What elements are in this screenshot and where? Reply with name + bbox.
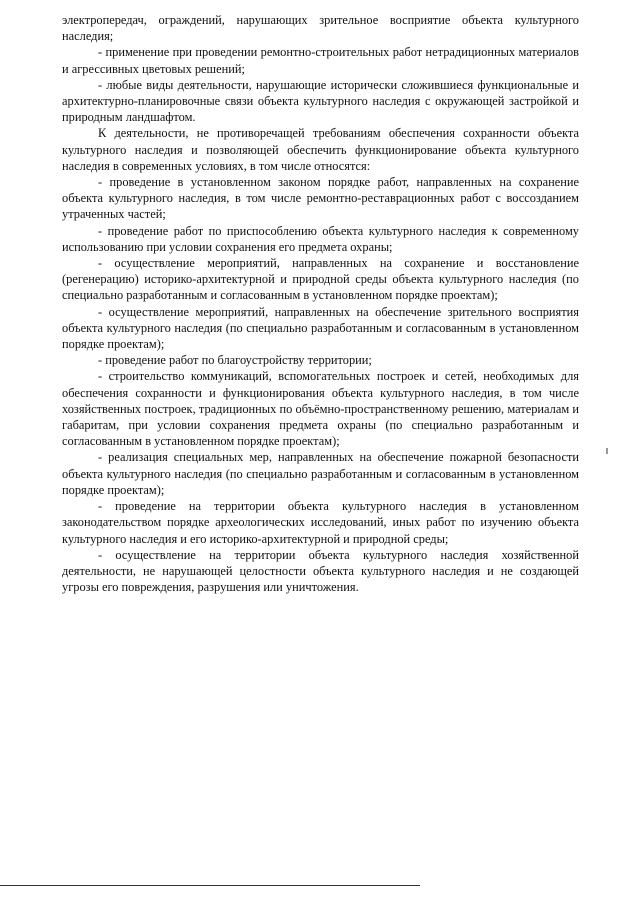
list-item-nontraditional-materials: - применение при проведении ремонтно-строительных работ нетрадиционных материалов и агрессивных цветовых решений; bbox=[62, 45, 579, 76]
paragraph-continuation: электропередач, ограждений, нарушающих зрительное восприятие объекта культурного наследия; bbox=[62, 13, 579, 44]
list-item-prohibited-activities: - любые виды деятельности, нарушающие исторически сложившиеся функциональные и архитектурно-планировочные связи объекта культурного наследия с окружающей застройкой и природным ландшафтом. bbox=[62, 77, 579, 125]
list-item-restoration-works: - проведение в установленном законом порядке работ, направленных на сохранение объекта культурного наследия, в том числе ремонтно-реставрационных работ с воссозданием утраченных частей; bbox=[62, 175, 579, 222]
list-item-utilities-construction: - строительство коммуникаций, вспомогательных построек и сетей, необходимых для обеспечения сохранности и функционирования объекта культурного наследия, в том числе хозяйственных построек, традиционных по объёмно-пространственному решению, материалам и габаритам, при условии сохранения предмета охраны (по специально разработанным и согласованным в установленном порядке проектам); bbox=[62, 369, 579, 449]
document-page bbox=[62, 12, 579, 595]
list-item-archaeological-research: - проведение на территории объекта культурного наследия в установленном законодательством порядке археологических исследований, иных работ по изучению объекта культурного наследия и его историко-архитектурной и природной среды; bbox=[62, 499, 579, 546]
list-item-economic-activity: - осуществление на территории объекта культурного наследия хозяйственной деятельности, не нарушающей целостности объекта культурного наследия и не создающей угрозы его повреждения, разрушения или уничтожения. bbox=[62, 547, 579, 595]
scan-artifact bbox=[606, 448, 608, 454]
footer-rule bbox=[0, 885, 420, 886]
list-item-visual-perception: - осуществление мероприятий, направленных на обеспечение зрительного восприятия объекта культурного наследия (по специально разработанным и согласованным в установленном порядке проектам); bbox=[62, 304, 579, 352]
list-item-adaptation-works: - проведение работ по приспособлению объекта культурного наследия к современному использованию при условии сохранения его предмета охраны; bbox=[62, 223, 579, 254]
list-item-environment-regeneration: - осуществление мероприятий, направленных на сохранение и восстановление (регенерацию) историко-архитектурной и природной среды объекта культурного наследия (по специально разработанным и согласованным в установленном порядке проектам); bbox=[62, 256, 579, 303]
list-item-fire-safety: - реализация специальных мер, направленных на обеспечение пожарной безопасности объекта культурного наследия (по специально разработанным и согласованным в установленном порядке проектам); bbox=[62, 450, 579, 497]
paragraph-permitted-activities-intro: К деятельности, не противоречащей требованиям обеспечения сохранности объекта культурного наследия и позволяющей обеспечить функционирование объекта культурного наследия в современных условиях, в том числе относятся: bbox=[62, 126, 579, 173]
list-item-landscaping: - проведение работ по благоустройству территории; bbox=[98, 353, 372, 368]
